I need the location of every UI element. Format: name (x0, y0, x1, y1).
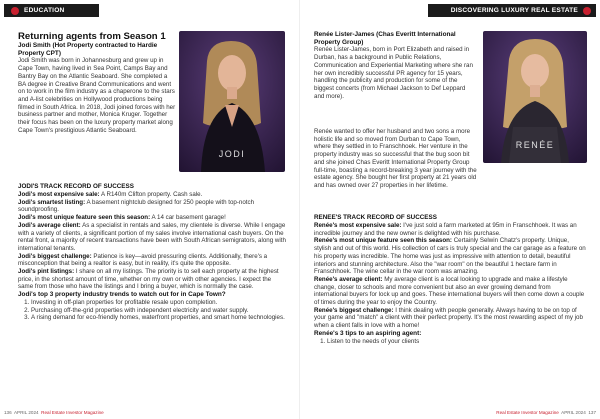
magazine-name: Real Estate Investor Magazine (496, 410, 559, 415)
tips-list (314, 338, 586, 346)
agent-subheading: Renée Lister-James (Chas Everitt International Property Group) (314, 31, 456, 46)
issue-date: APRIL 2024 (13, 410, 39, 415)
track-item: Renée's biggest challenge: I think dealing with people generally. Always having to be on top of your game and "match" a client with their perfect property. It's the most rewarding aspect of my job when a client falls in love with a home! (314, 306, 583, 330)
agent-subheading: Jodi Smith (Hot Property contracted to Hardie Property CPT) (18, 42, 158, 57)
track-item: Jodi's most expensive sale: A R140m Clifton property. Cash sale. (18, 191, 203, 198)
section-label: DISCOVERING LUXURY REAL ESTATE (450, 7, 578, 14)
agent-bio-continued: Renée wanted to offer her husband and two sons a more holistic life and so moved from Durban to Cape Town, where they settled in to Franschhoek. Her venture in the property industry was so successful that the bug soon bit and she joined Chas Everitt International Property Group full-time, boasting a record-breaking 3 year journey with the estate agency. She bought her first property at 21 years old and has owned over 27 properties in her lifetime. (314, 128, 477, 189)
page-footer (4, 410, 104, 416)
photo-caption: JODI (218, 149, 246, 159)
magazine-name: Real Estate Investor Magazine (41, 410, 104, 415)
list-item: 2. Purchasing off-the-grid properties with independent electricity and water supply. (31, 307, 286, 315)
photo-caption: RENÉE (515, 140, 555, 150)
agent-bio: Jodi Smith was born in Johannesburg and grew up in Cape Town, having lived in Sea Point, Camps Bay and Bantry Bay on the Atlantic Seaboard. She completed a BA degree in Creative Brand Communications and went on to work in the film industry as a chaperone to the stars and A-list celebrities on Hollywood productions being filmed in South Africa. In 2018, Jodi joined forces with her business partner and mother, Monica Kruger. Together their focus has been on the luxury property market along Cape Town's prestigious Atlantic Seaboard. (18, 57, 176, 134)
page-heading: Returning agents from Season 1 (18, 31, 166, 42)
track-record-title: JODI'S TRACK RECORD OF SUCCESS (18, 183, 134, 190)
tips-title: Renée's 3 tips to an aspiring agent: (314, 329, 422, 337)
list-item: 3. A rising demand for eco-friendly homes, waterfront properties, and smart home technologies. (31, 314, 286, 322)
track-item: Jodi's pint listings: I share on all my listings. The priority is to sell each property at the highest price, in the shortest amount of time, whether on my own or with other agencies. I expect the same from those who have the listings and I bring a buyer, which is normally the case. (18, 268, 279, 291)
section-dot-icon (11, 7, 19, 15)
right-intro-column (314, 31, 476, 100)
section-band-luxury (428, 4, 596, 17)
track-record-title: RENEE'S TRACK RECORD OF SUCCESS (314, 214, 437, 221)
agent-photo-jodi (179, 31, 285, 172)
trends-title: Jodi's top 3 property industry trends to watch out for in Cape Town? (18, 291, 226, 299)
track-item: Jodi's most unique feature seen this season: A 14 car basement garage! (18, 214, 226, 222)
issue-date: APRIL 2024 (561, 410, 586, 415)
page-number: 137 (588, 410, 596, 415)
track-item: Jodi's smartest listing: A basement nightclub designed for 250 people with top-notch soundproofing. (18, 198, 255, 214)
left-intro-column (18, 31, 176, 134)
page-number: 136 (4, 410, 12, 415)
right-page (300, 0, 600, 419)
list-item: 1. Investing in off-plan properties for profitable resale upon completion. (31, 299, 286, 307)
list-item: 1. Listen to the needs of your clients (327, 338, 586, 346)
track-item: Renée's most expensive sale: I've just sold a farm marketed at 95m in Franschhoek. It was an incredible journey and the new owner is delighted with his purchase. (314, 222, 577, 237)
trends-list (18, 299, 286, 322)
track-item: Jodi's biggest challenge: Patience is key—avoid pressuring clients. Additionally, there's a misconception that being a realtor is easy, but in reality, it's quite the opposite. (18, 252, 268, 268)
left-track-record (18, 180, 286, 322)
track-item: Jodi's average client: As a specialist in rentals and sales, my clientele is diverse. While I engage with a variety of clients, a significant portion of my sales involve international cash buyers. On the rental front, a majority of recent transactions have been with South African semigrators, along with international tenants. (18, 221, 286, 252)
right-track-record (314, 211, 586, 345)
right-bio-continued (314, 128, 478, 190)
track-item: Renée's most unique feature seen this season: Certainly Selwin Chatz's property. Unique, stylish and out of this world. His collection of cars is truly special and the car garage as a feature on his property was incredible. The home was just as impressive with attention to detail, beautiful interiors and stunning architecture. Also the "war room" on the beautiful 1 hectare farm in Franschhoek. The wine cellar in the war room was amazing. (314, 237, 586, 276)
section-dot-icon (583, 7, 591, 15)
agent-bio: Renée Lister-James, born in Port Elizabeth and raised in Durban, has a background in Public Relations, Communication and Experiential Marketing where she ran her own incredibly successful PR agency for 15 years, handling the publicity and production for some of the biggest concerts (from Michael Jackson to Def Leppard and more). (314, 46, 473, 100)
agent-photo-renee (483, 31, 587, 163)
page-footer (496, 410, 596, 416)
section-band-education (4, 4, 99, 17)
track-item: Renée's average client: My average client is a local looking to upgrade and make a lifestyle change, closer to schools and more convenient but also an ever growing demand from international buyers for lock up and goes. These international buyers will then come down a couple of times during the year to enjoy the Country. (314, 275, 585, 307)
section-label: EDUCATION (24, 7, 65, 14)
